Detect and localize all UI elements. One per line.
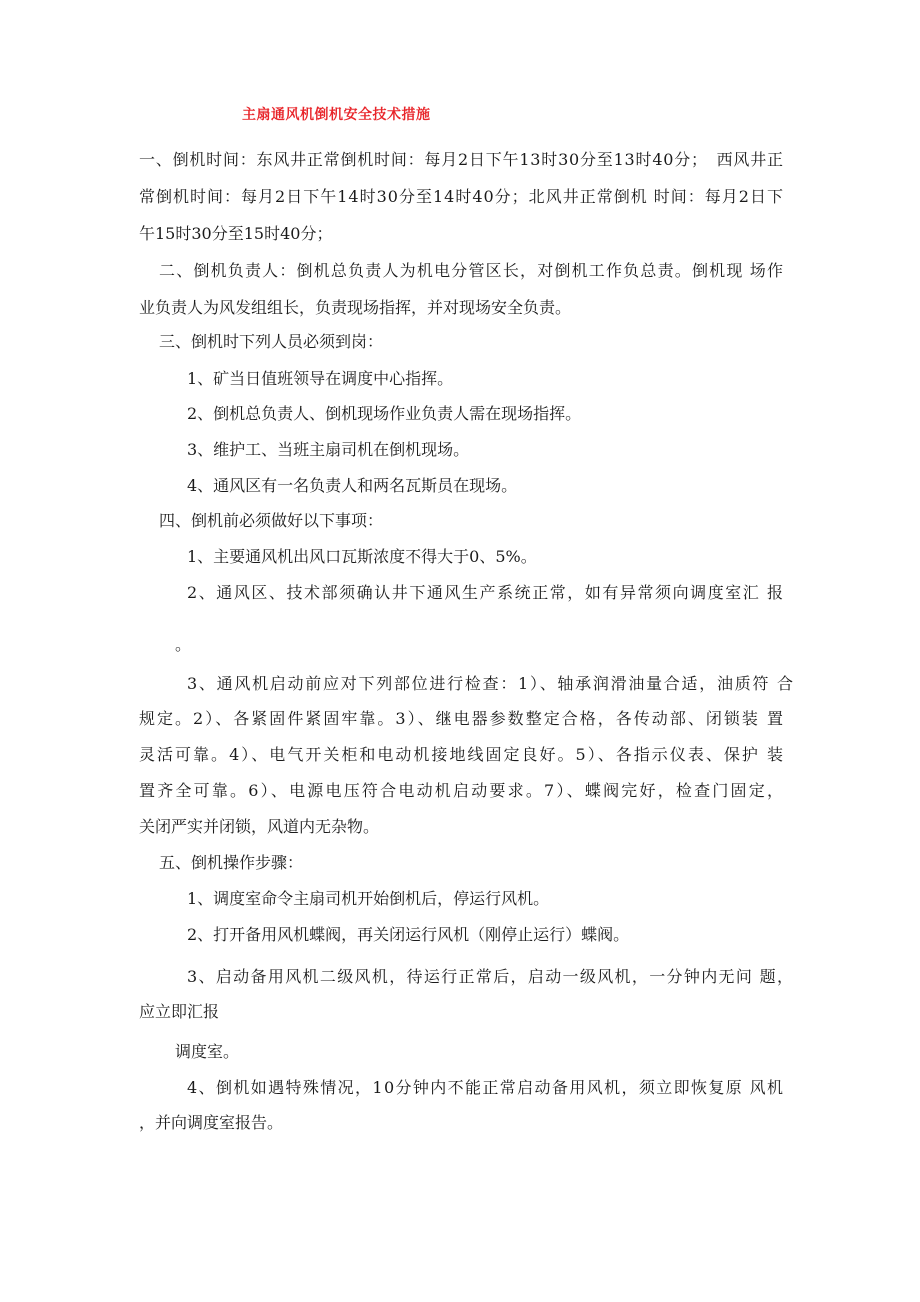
text-line: 灵活可靠。4）、电气开关柜和电动机接地线固定良好。5）、各指示仪表、保护 装 bbox=[139, 745, 786, 764]
text-line: ，并向调度室报告。 bbox=[139, 1113, 284, 1132]
list-item: 2、打开备用风机蝶阀，再关闭运行风机（刚停止运行）蝶阀。 bbox=[187, 925, 630, 944]
list-item: 3、通风机启动前应对下列部位进行检查：1）、轴承润滑油量合适，油质符 合 bbox=[187, 674, 795, 693]
text-line: 午15时30分至15时40分； bbox=[139, 224, 333, 243]
text-line: 置齐全可靠。6）、电源电压符合电动机启动要求。7）、蝶阀完好，检查门固定， bbox=[139, 781, 786, 800]
list-item: 1、调度室命令主扇司机开始倒机后，停运行风机。 bbox=[187, 889, 550, 908]
text-line: 规定。2）、各紧固件紧固牢靠。3）、继电器参数整定合格，各传动部、闭锁装 置 bbox=[139, 709, 786, 728]
list-item: 3、启动备用风机二级风机，待运行正常后，启动一级风机，一分钟内无问 题， bbox=[187, 967, 795, 986]
section-heading: 三、倒机时下列人员必须到岗： bbox=[159, 332, 384, 351]
list-item: 2、通风区、技术部须确认井下通风生产系统正常，如有异常须向调度室汇 报 bbox=[187, 583, 785, 602]
text-line: 调度室。 bbox=[175, 1042, 240, 1061]
text-line: 应立即汇报 bbox=[139, 1002, 220, 1021]
text-line: 常倒机时间：每月2日下午14时30分至14时40分；北风井正常倒机 时间：每月2日下 bbox=[139, 187, 784, 206]
text-line: 关闭严实并闭锁，风道内无杂物。 bbox=[139, 817, 380, 836]
text-line: 业负责人为风发组组长，负责现场指挥，并对现场安全负责。 bbox=[139, 298, 572, 317]
list-item: 3、维护工、当班主扇司机在倒机现场。 bbox=[187, 440, 470, 459]
section-heading: 四、倒机前必须做好以下事项： bbox=[159, 511, 384, 530]
text-line: 一、倒机时间：东风井正常倒机时间：每月2日下午13时30分至13时40分； 西风井正 bbox=[139, 150, 784, 169]
section-heading: 五、倒机操作步骤： bbox=[159, 853, 304, 872]
list-item: 4、倒机如遇特殊情况，10分钟内不能正常启动备用风机，须立即恢复原 风机 bbox=[187, 1078, 785, 1097]
document-title: 主扇通风机倒机安全技术措施 bbox=[242, 107, 431, 123]
text-line: 二、倒机负责人：倒机总负责人为机电分管区长，对倒机工作负总责。倒机现 场作 bbox=[159, 261, 785, 280]
list-item: 4、通风区有一名负责人和两名瓦斯员在现场。 bbox=[187, 476, 518, 495]
list-item: 1、主要通风机出风口瓦斯浓度不得大于0、5%。 bbox=[187, 547, 537, 566]
list-item: 1、矿当日值班领导在调度中心指挥。 bbox=[187, 369, 454, 388]
text-line: 。 bbox=[175, 635, 192, 654]
list-item: 2、倒机总负责人、倒机现场作业负责人需在现场指挥。 bbox=[187, 404, 582, 423]
